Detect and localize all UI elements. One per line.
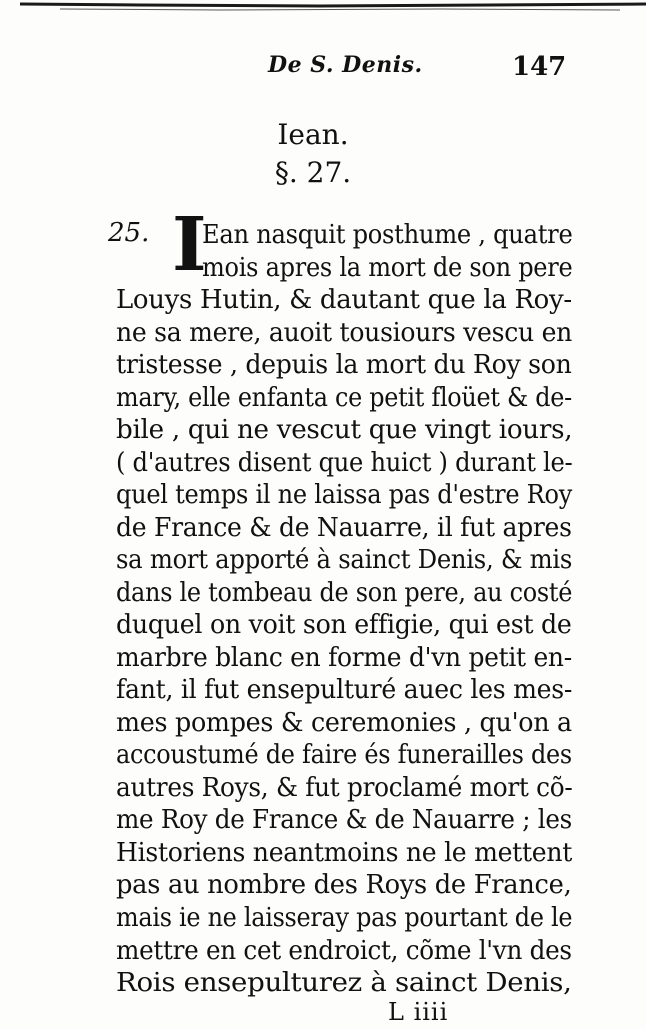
text-line: bile , qui ne vescut que vingt iours,	[116, 415, 573, 446]
text-line: fant, il fut ensepulturé auec les mes-	[116, 675, 573, 706]
text-line: quel temps il ne laissa pas d'estre Roy	[116, 480, 573, 511]
text-line: mais ie ne laisseray pas pourtant de le	[116, 903, 573, 933]
top-rule	[20, 0, 646, 12]
text-line: autres Roys, & fut proclamé mort cõ-	[116, 772, 573, 803]
text-line: ne sa mere, auoit tousiours vescu en	[116, 317, 573, 348]
running-head: De S. Denis.	[268, 52, 423, 78]
page-number: 147	[512, 52, 567, 82]
section-name: Iean.	[277, 118, 349, 151]
text-line: dans le tombeau de son pere, au costé	[116, 577, 573, 608]
text-line: tristesse , depuis la mort du Roy son	[116, 350, 572, 381]
catchword: L iiii	[388, 998, 449, 1026]
text-line: mes pompes & ceremonies , qu'on a	[116, 707, 572, 738]
text-line: Ean nasquit posthume , quatre	[202, 220, 573, 250]
section-number: §. 27.	[274, 156, 352, 189]
text-line: accoustumé de faire és funerailles des	[116, 740, 572, 771]
text-line: me Roy de France & de Nauarre ; les	[116, 805, 572, 836]
text-line: pas au nombre des Roys de France,	[116, 870, 572, 901]
drop-capital: I	[172, 202, 207, 288]
text-line: marbre blanc en forme d'vn petit en-	[116, 642, 572, 673]
margin-note-number: 25.	[108, 218, 150, 248]
text-line: Rois ensepulturez à sainct Denis,	[116, 968, 572, 998]
text-line: sa mort apporté à sainct Denis, & mis	[116, 545, 573, 576]
text-line: mettre en cet endroict, cõme l'vn des	[116, 935, 572, 966]
text-line: Louys Hutin, & dautant que la Roy-	[116, 285, 572, 315]
text-line: ( d'autres disent que huict ) durant le-	[116, 447, 573, 478]
text-line: de France & de Nauarre, il fut apres	[116, 512, 572, 543]
text-line: Historiens neantmoins ne le mettent	[116, 837, 573, 868]
text-line: duquel on voit son effigie, qui est de	[116, 610, 572, 641]
text-line: mois apres la mort de son pere	[202, 252, 573, 283]
text-line: mary, elle enfanta ce petit floüet & de-	[116, 382, 572, 413]
